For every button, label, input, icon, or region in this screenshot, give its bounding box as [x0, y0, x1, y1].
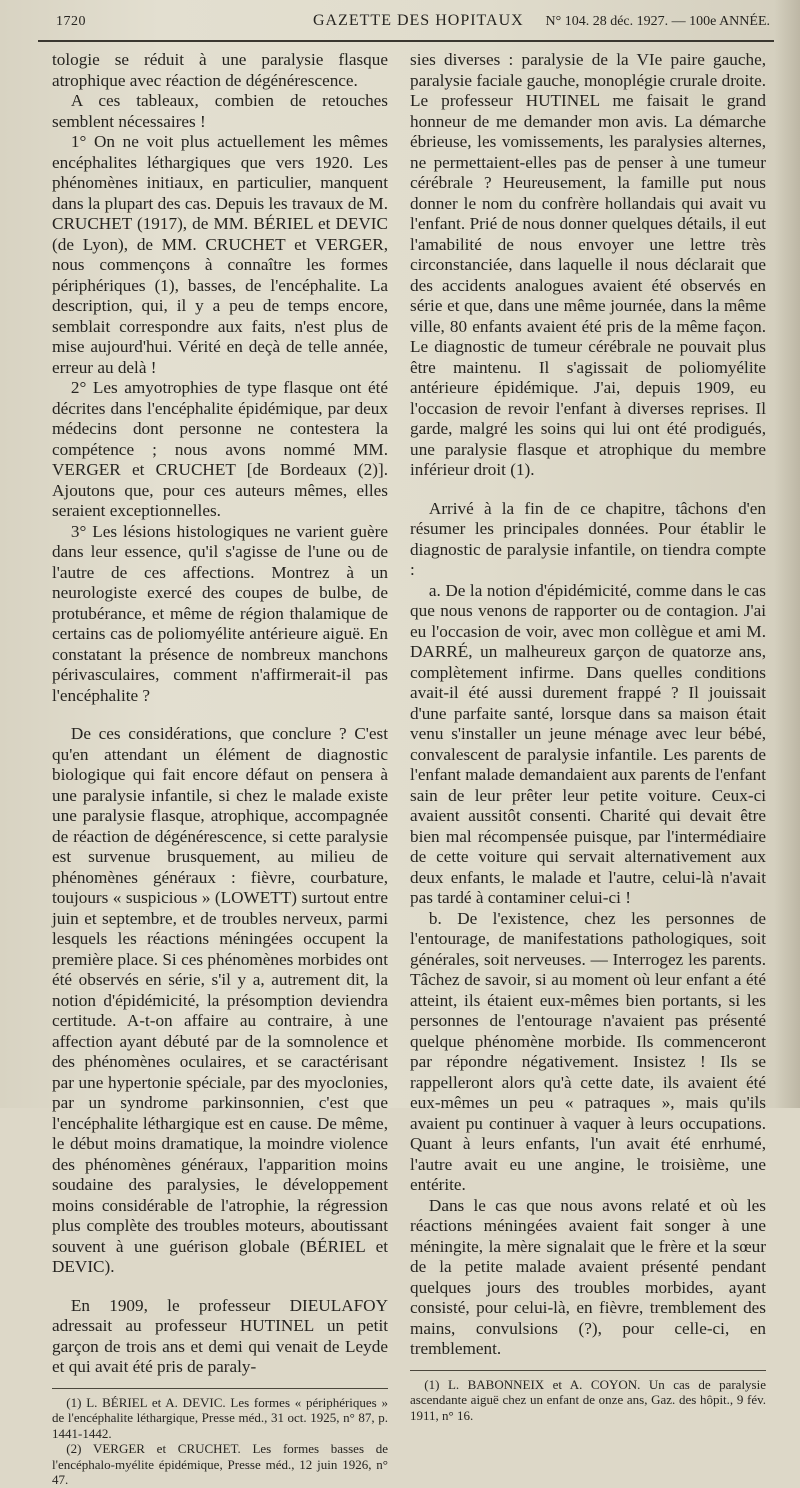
paragraph: 2° Les amyotrophies de type flasque ont été décrites dans l'encéphalite épidémique, par deux médecins dont personne ne contestera la compétence ; nous avons nommé MM. VERGER et CRUCHET [de Bordeaux (2)]. Ajoutons que, pour ces auteurs mêmes, elles seraient exceptionnelles. — [52, 378, 388, 520]
paragraph: b. De l'existence, chez les personnes de l'entourage, de manifestations pathologiques, soit générales, soit nerveuses. — Interrogez les parents. Tâchez de savoir, si au moment où leur enfant a été atteint, ils étaient eux-mêmes bien portants, si les personnes de l'entourage n'avaient pas présenté quelque phénomène morbide. Ils commenceront par répondre négativement. Insistez ! Ils se rappelleront alors qu'à cette date, ils avaient été eux-mêmes un peu « patraques », mais qu'ils avaient pu continuer à vaquer à leurs occupations. Quant à leurs enfants, l'un avait été enrhumé, l'autre avait eu une angine, le troisième, une entérite. — [410, 908, 766, 1194]
running-header — [38, 6, 780, 36]
paragraph: 1° On ne voit plus actuellement les mêmes encéphalites léthargiques que vers 1920. Les phénomènes initiaux, en particulier, manquent dans la plupart des cas. Depuis les travaux de M. CRUCHET (1917), de MM. BÉRIEL et DEVIC (de Lyon), de MM. CRUCHET et VERGER, nous commençons à connaître les formes périphériques (1), basses, de l'encéphalite. La description, qui, il y a peu de temps encore, semblait correspondre aux faits, n'est plus de mise aujourd'hui. Vérité en deçà de telle année, erreur au delà ! — [52, 132, 388, 377]
right-column — [410, 50, 766, 1423]
footnote-rule — [410, 1370, 766, 1371]
paragraph: A ces tableaux, combien de retouches semblent nécessaires ! — [52, 91, 388, 131]
page-number: 1720 — [56, 14, 86, 29]
paragraph: tologie se réduit à une paralysie flasque atrophique avec réaction de dégénérescence. — [52, 50, 388, 90]
footnote: (2) VERGER et CRUCHET. Les formes basses de l'encéphalo-myélite épidémique, Presse méd., 12 juin 1926, n° 47. — [52, 1441, 388, 1487]
left-column — [52, 50, 388, 1488]
paragraph: sies diverses : paralysie de la VIe paire gauche, paralysie faciale gauche, monoplégie crurale droite. Le professeur HUTINEL me faisait le grand honneur de me demander mon avis. La démarche ébrieuse, les vomissements, les paralysies alternes, ne permettaient-elles pas de penser à une tumeur cérébrale ? Heureusement, la famille put nous donner le nom du confrère hollandais qui avait vu l'enfant. Prié de nous donner quelques détails, il eut l'amabilité de nous envoyer une lettre très circonstanciée, dans laquelle il nous déclarait que des accidents analogues avaient été observés en série et que, dans une même journée, dans la même ville, 80 enfants avaient été pris de la même façon. Le diagnostic de tumeur cérébrale ne pouvait plus être maintenu. Il s'agissait de poliomyélite antérieure épidémique. J'ai, depuis 1909, eu l'occasion de revoir l'enfant à diverses reprises. Il garde, malgré les soins qui lui ont été prodigués, une paralysie flasque et atrophique du membre inférieur droit (1). — [410, 50, 766, 479]
page-edge-shadow — [774, 0, 800, 1108]
footnote: (1) L. BÉRIEL et A. DEVIC. Les formes « périphériques » de l'encéphalite léthargique, Presse méd., 31 oct. 1925, n° 87, p. 1441-1442. — [52, 1394, 388, 1441]
footnote-rule — [52, 1388, 388, 1389]
paragraph: a. De la notion d'épidémicité, comme dans le cas que nous venons de rapporter ou de contagion. J'ai eu l'occasion de voir, avec mon collègue et ami M. DARRÉ, un malheureux garçon de quatorze ans, complètement infirme. Dans quelles conditions avait-il été aussi durement frappé ? Il jouissait d'une parfaite santé, lorsque dans sa maison était venu s'installer un jeune ménage avec leur bébé, convalescent de paralysie infantile. Les parents de l'enfant malade demandaient aux parents de l'enfant sain de leur prêter leur petite voiture. Ceux-ci avaient aussitôt consenti. Charité qui devait être bien mal récompensée puisque, par l'intermédiaire de cette voiture qui servait alternativement aux deux enfants, le malade et l'autre, celui-là n'avait pas tardé à contaminer celui-ci ! — [410, 580, 766, 907]
footnote: (1) L. BABONNEIX et A. COYON. Un cas de paralysie ascendante aiguë chez un enfant de onze ans, Gaz. des hôpit., 9 fév. 1911, n° 16. — [410, 1376, 766, 1423]
issue-info: N° 104. 28 déc. 1927. — 100e ANNÉE. — [545, 14, 770, 29]
paragraph: En 1909, le professeur DIEULAFOY adressait au professeur HUTINEL un petit garçon de trois ans et demi qui venait de Leyde et qui avait été pris de paraly- — [52, 1295, 388, 1376]
paragraph: 3° Les lésions histologiques ne varient guère dans leur essence, qu'il s'agisse de l'une ou de l'autre de ces affections. Montrez à un neurologiste exercé des coupes de bulbe, de protubérance, et même de région thalamique de certains cas de poliomyélite antérieure aiguë. En constatant la présence de nombreux manchons périvasculaires, comment n'affirmerait-il pas l'encéphalite ? — [52, 521, 388, 705]
paragraph: Dans le cas que nous avons relaté et où les réactions méningées avaient fait songer à une méningite, la mère signalait que le frère et la sœur de la petite malade avaient présenté pendant quelques jours des troubles morbides, ayant consisté, pour celui-là, en fièvre, tremblement des mains, convulsions (?), pour celle-ci, en tremblement. — [410, 1195, 766, 1358]
journal-title: GAZETTE DES HOPITAUX — [313, 12, 524, 29]
header-rule — [38, 40, 774, 42]
paragraph: De ces considérations, que conclure ? C'est qu'en attendant un élément de diagnostic biologique qui fait encore défaut on pensera à une paralysie infantile, si chez le malade existe une paralysie flasque, atrophique, accompagnée de réaction de dégénérescence, si cette paralysie est survenue brusquement, au milieu de phénomènes généraux : fièvre, courbature, toujours « suspicious » (LOWETT) surtout entre juin et septembre, et de troubles nerveux, parmi lesquels les réactions méningées occupent la première place. Si ces phénomènes morbides ont été observés en série, s'il y a, autrement dit, la notion d'épidémicité, la présomption deviendra certitude. A-t-on affaire au contraire, à une affection ayant débuté par de la somnolence et des phénomènes oculaires, et se caractérisant par une hypertonie spéciale, par des myoclonies, par un syndrome parkinsonnien, c'est que l'encéphalite léthargique est en cause. De même, le début moins dramatique, la moindre violence des phénomènes généraux, l'apparition moins soudaine des paralysies, le développement moins considérable de l'atrophie, la régression plus complète des troubles moteurs, aboutissant souvent à une guérison globale (BÉRIEL et DEVIC). — [52, 724, 388, 1276]
paragraph: Arrivé à la fin de ce chapitre, tâchons d'en résumer les principales données. Pour établir le diagnostic de paralysie infantile, on tiendra compte : — [410, 498, 766, 579]
